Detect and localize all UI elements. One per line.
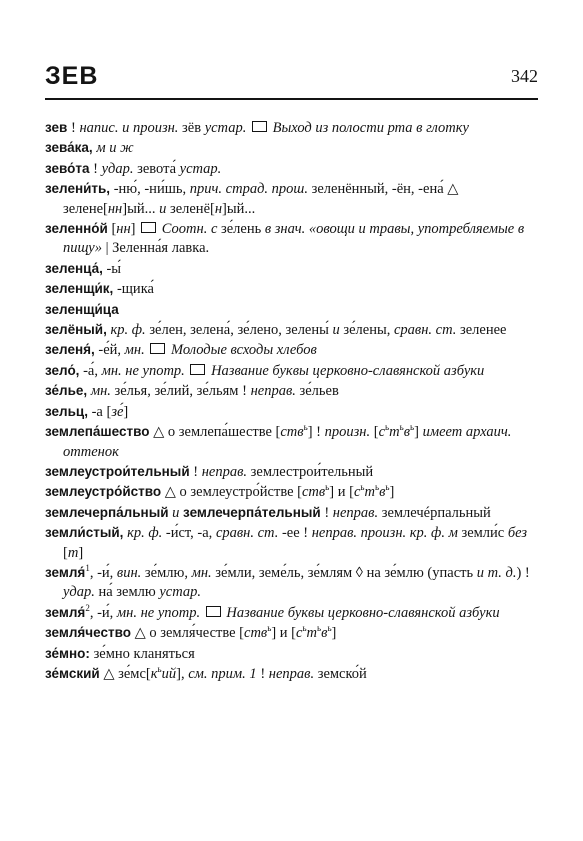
italic-label: Название буквы церковно-славянской азбуки: [211, 362, 485, 379]
italic-label: устар.: [179, 160, 222, 177]
italic-label: т: [389, 424, 400, 441]
italic-label: мн.: [90, 383, 111, 400]
dictionary-box-icon: [190, 364, 205, 375]
dictionary-entry: [45, 159, 541, 179]
headword: зев: [45, 120, 68, 135]
entry-text: ]: [414, 424, 423, 441]
headword: земля́: [45, 564, 86, 580]
italic-label: кр. ф.: [127, 525, 163, 542]
entry-text: !: [189, 463, 202, 480]
italic-label: прич. страд. прош.: [189, 181, 308, 198]
entry-text: ]: [78, 544, 84, 561]
italic-label: в: [403, 424, 410, 441]
superscript: ь: [327, 623, 332, 634]
dictionary-entry: [45, 422, 541, 462]
dictionary-entry: [45, 503, 541, 523]
headword: зе́мский: [45, 665, 100, 681]
entry-text: ]: [130, 221, 140, 238]
entry-text: [: [63, 544, 68, 561]
entry-text: ] и [: [271, 625, 296, 642]
dictionary-entry: [45, 138, 541, 158]
italic-label: и: [332, 322, 340, 339]
italic-label: в: [379, 484, 386, 501]
entry-text: зевота́: [133, 160, 180, 177]
dictionary-entry: [45, 523, 541, 563]
superscript: ь: [325, 482, 330, 493]
superscript: ь: [374, 482, 380, 493]
dictionary-entry: [45, 179, 541, 219]
entry-text: -и́ст, -а,: [162, 525, 216, 542]
italic-label: см. прим. 1: [188, 665, 257, 682]
italic-label: неправ.: [250, 383, 296, 400]
italic-label: произн.: [324, 424, 371, 441]
italic-label: зе́: [111, 403, 124, 420]
italic-label: без: [507, 525, 528, 542]
dictionary-entry: [45, 644, 541, 664]
entry-text: !: [89, 160, 102, 177]
italic-label: устар.: [204, 120, 247, 136]
entry-text: зе́льев: [295, 383, 339, 400]
italic-label: с: [353, 484, 361, 501]
headword: зелёный,: [45, 322, 107, 338]
headword: зельц,: [45, 403, 88, 419]
dictionary-entry: [45, 259, 541, 279]
entry-text: [: [370, 424, 379, 441]
italic-label: в знач. «овощи и травы, употребляемые в пищу»: [63, 221, 525, 257]
dictionary-entry: [45, 402, 541, 422]
italic-label: вин.: [116, 564, 142, 581]
superscript: ь: [157, 664, 162, 675]
italic-label: в: [321, 625, 328, 642]
headword: зева́ка,: [45, 140, 93, 156]
superscript: 2: [85, 602, 90, 613]
dictionary-entry: [45, 279, 541, 299]
italic-label: мн.: [191, 564, 212, 581]
superscript: ь: [410, 422, 415, 433]
entry-text: △ о землеустро́йстве [: [161, 484, 302, 501]
italic-label: неправ. произн. кр. ф. м: [311, 525, 458, 542]
italic-label: удар.: [63, 584, 95, 601]
dictionary-entry: [45, 603, 541, 623]
italic-label: к: [150, 665, 158, 682]
italic-label: ий: [161, 665, 177, 682]
headword: зелени́ть,: [45, 181, 111, 197]
entry-text: !: [256, 665, 269, 682]
italic-label: ств: [244, 625, 268, 642]
dictionary-entry: [45, 118, 541, 138]
dictionary-entry: [45, 381, 541, 401]
entry-text: ]ый...: [122, 200, 160, 217]
headword: земля́: [45, 604, 86, 620]
italic-label: неправ.: [332, 504, 379, 521]
italic-label: имеет архаич. оттенок: [63, 424, 512, 460]
entry-text: -а́,: [79, 362, 102, 379]
dictionary-entry: [45, 482, 541, 502]
dictionary-entry: [45, 361, 541, 381]
entry-list: [45, 118, 541, 684]
entry-text: землестрои́тельный: [247, 463, 374, 480]
superscript: ь: [360, 482, 365, 493]
italic-label: кр. ф.: [110, 322, 146, 339]
italic-label: ств: [301, 484, 326, 501]
superscript: ь: [303, 422, 308, 433]
entry-text: зе́лья, зе́лий, зе́льям !: [110, 383, 251, 400]
entry-text: △ о земля́честве [: [130, 625, 245, 642]
entry-text: землечéрпальный: [378, 504, 491, 521]
headword: землеустрои́тельный: [45, 463, 190, 479]
entry-text: -е́й,: [94, 342, 125, 359]
italic-label: мн. не употр.: [116, 604, 201, 621]
entry-text: [: [107, 221, 117, 238]
entry-text: !: [320, 504, 333, 521]
entry-text: зеленё[: [166, 200, 215, 217]
italic-label: т: [306, 625, 318, 642]
italic-label: сравн. ст.: [215, 525, 279, 542]
headword: зе́мно:: [45, 645, 90, 661]
entry-text: зе́млю,: [141, 564, 192, 581]
italic-label: и: [159, 200, 167, 217]
entry-text: земли́с: [457, 525, 508, 542]
superscript: ь: [302, 623, 307, 634]
entry-text: -ню́, -ни́шь,: [110, 181, 190, 198]
entry-text: [185, 363, 189, 379]
entry-text: зёв: [178, 120, 205, 136]
headword: зеленца́,: [45, 260, 103, 276]
italic-label: т: [67, 544, 79, 561]
headword: зеленщи́ца: [45, 301, 119, 317]
headword: зеленя́,: [45, 342, 95, 358]
page-header: [45, 62, 538, 96]
italic-label: с: [378, 424, 385, 441]
italic-label: неправ.: [268, 665, 315, 682]
entry-text: △ о землепа́шестве [: [149, 424, 281, 441]
entry-text: -ее !: [278, 525, 312, 542]
italic-label: и т. д.: [476, 564, 517, 581]
italic-label: мн. не употр.: [101, 362, 185, 379]
superscript: 1: [85, 563, 90, 574]
entry-text: земско́й: [314, 665, 367, 682]
entry-text: [246, 120, 250, 136]
headword: землечерпа́тельный: [183, 504, 321, 520]
entry-text: ]: [389, 484, 395, 501]
entry-text: [145, 342, 149, 358]
entry-text: зе́лень: [217, 221, 265, 238]
italic-label: н: [214, 200, 223, 217]
entry-text: зе́мли, земе́ль, зе́млям ◊ на зе́млю (упасть: [211, 564, 477, 581]
dictionary-entry: [45, 300, 541, 320]
superscript: ь: [267, 623, 272, 634]
entry-text: зе́лен, зелена́, зе́лено, зелены́: [145, 322, 333, 339]
headword: зело́,: [45, 362, 80, 378]
entry-text: ] и [: [329, 484, 354, 501]
italic-label: напис. и произн.: [79, 120, 179, 136]
superscript: ь: [399, 422, 404, 433]
italic-label: сравн. ст.: [393, 322, 457, 339]
entry-text: на́ землю: [94, 584, 160, 601]
dictionary-entry: [45, 320, 541, 340]
dictionary-entry: [45, 664, 541, 684]
dictionary-entry: [45, 623, 541, 643]
entry-text: , -и́,: [89, 604, 117, 621]
italic-label: неправ.: [201, 463, 248, 480]
italic-label: с: [296, 625, 303, 642]
entry-text: ) !: [516, 564, 530, 581]
italic-label: Соотн. с: [161, 221, 218, 238]
headword: земля́чество: [45, 625, 131, 641]
headword: землечерпа́льный: [45, 504, 169, 520]
superscript: ь: [385, 422, 390, 433]
headword: зеленщи́к,: [45, 281, 114, 297]
entry-text: ] !: [307, 424, 325, 441]
headword: земли́стый,: [45, 525, 124, 541]
dictionary-entry: [45, 219, 541, 259]
dictionary-box-icon: [206, 606, 221, 617]
header-rule: [45, 98, 538, 100]
entry-text: | Зеленна́я лавка.: [101, 240, 210, 257]
dictionary-entry: [45, 563, 541, 603]
headword: зево́та: [45, 160, 90, 176]
superscript: ь: [385, 482, 390, 493]
italic-label: м и ж: [96, 140, 134, 157]
italic-label: удар.: [101, 160, 134, 177]
entry-text: ],: [176, 665, 189, 682]
dictionary-entry: [45, 462, 541, 482]
entry-text: -ы́: [102, 260, 122, 277]
entry-text: , -и́,: [89, 564, 117, 581]
entry-text: !: [67, 120, 80, 136]
italic-label: т: [364, 484, 375, 501]
entry-text: зе́лены,: [339, 322, 394, 339]
entry-text: ]: [331, 625, 337, 642]
entry-text: зеленее: [456, 322, 507, 339]
entry-text: ]: [123, 403, 129, 420]
headword: землеустро́йство: [45, 484, 162, 500]
headword: зе́лье,: [45, 383, 88, 399]
entry-text: [200, 605, 204, 621]
italic-label: и: [172, 504, 180, 521]
italic-label: устар.: [159, 584, 201, 601]
running-headword: ЗЕВ: [45, 62, 99, 90]
page-number: 342: [511, 66, 538, 86]
entry-text: -а [: [87, 403, 112, 420]
dictionary-entry: [45, 340, 541, 360]
italic-label: нн: [107, 200, 123, 217]
entry-text: зе́мно кланяться: [89, 645, 195, 662]
superscript: ь: [317, 623, 322, 634]
dictionary-box-icon: [150, 343, 165, 354]
headword: зеленно́й: [45, 221, 108, 237]
italic-label: мн.: [124, 342, 145, 359]
italic-label: ств: [280, 424, 304, 441]
entry-text: ]ый...: [222, 200, 256, 217]
italic-label: нн: [116, 221, 131, 238]
italic-label: Молодые всходы хлебов: [170, 342, 317, 359]
dictionary-box-icon: [141, 222, 156, 233]
entry-text: △ зе́мс[: [99, 665, 151, 682]
entry-text: зеленённый, -ён, -ена́ △ зелене[: [63, 181, 459, 217]
italic-label: Название буквы церковно-славянской азбуки: [226, 604, 500, 621]
headword: землепа́шество: [45, 424, 150, 440]
entry-text: -щика́: [113, 281, 154, 298]
dictionary-box-icon: [252, 121, 267, 132]
italic-label: Выход из полости рта в глотку: [272, 120, 469, 136]
